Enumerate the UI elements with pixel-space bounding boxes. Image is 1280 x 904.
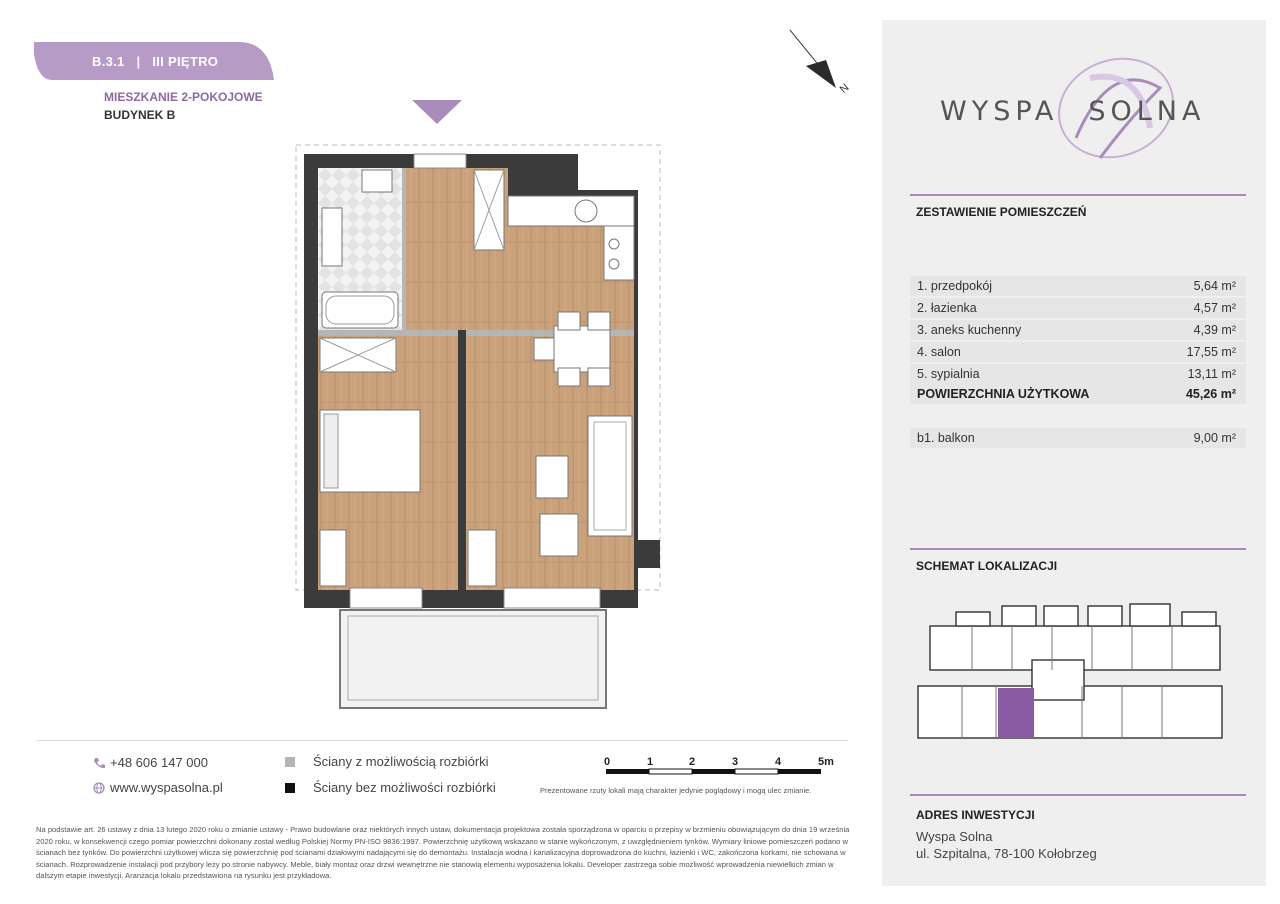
- balcony-area: 9,00 m²: [1193, 431, 1236, 445]
- address-line-2: ul. Szpitalna, 78-100 Kołobrzeg: [916, 846, 1097, 861]
- unit-code: B.3.1: [92, 54, 125, 69]
- total-area-value: 45,26 m²: [1185, 387, 1236, 401]
- phone-link[interactable]: +48 606 147 000: [110, 755, 208, 770]
- room-area: 4,57 m²: [1193, 301, 1236, 315]
- room-row: [910, 364, 1246, 384]
- legend-swatch-removable: [285, 757, 295, 767]
- room-name: 4. salon: [917, 345, 961, 359]
- location-scheme: [912, 600, 1230, 760]
- floor-label: III PIĘTRO: [152, 54, 219, 69]
- legal-notice: Na podstawie art. 26 ustawy z dnia 13 lutego 2020 roku o zmianie ustawy - Prawo budowlane oraz niektórych innych ustaw, dokumentacja projektowa została sporządzona w oparciu o przepisy w brzmieniu obowiązującym do dnia 19 września 2020 roku, w konsekwencji czego pomiar powierzchni dokonany został według Polskiej Normy PN-ISO 9836:1997. Powierzchnię użytkową wskazano w stanie wykończonym, z uwzględnieniem tynków. Wymiary liniowe pomieszczeń podano w ścianach bez tynków. Do powierzchni użytkowej wlicza się powierzchnię pod ścianami działowymi nadającymi się do demontażu. Instalacja wodna i kanalizacyjna doprowadzona do kuchni, łazienki i WC, zakończona korkami, nie schowana w ścianach. Rozprowadzenie instalacji pod przybory leży po stronie nabywcy. Meble, biały montaż oraz drzwi wewnętrzne nie stanowią elementu wyposażenia lokalu. Developer zastrzega sobie możliwość wprowadzenia niewielkich zmian w dalszym etapie inwestycji. Aranżacja lokalu przedstawiona na rysunku jest przykładowa.: [36, 825, 850, 880]
- brand-logo: [940, 96, 1205, 127]
- scale-label: 3: [732, 756, 739, 768]
- entrance-arrow-icon: [412, 100, 462, 126]
- compass-icon: [786, 26, 856, 96]
- room-name: 3. aneks kuchenny: [917, 323, 1022, 337]
- room-name: 5. sypialnia: [917, 367, 980, 381]
- room-row: [910, 342, 1246, 362]
- unit-heading: [92, 54, 218, 69]
- scale-label: 2: [689, 756, 696, 768]
- balcony-name: b1. balkon: [917, 431, 975, 445]
- room-name: 2. łazienka: [917, 301, 977, 315]
- globe-icon: [93, 782, 105, 794]
- room-row: [910, 276, 1246, 296]
- scale-label: 1: [647, 756, 654, 768]
- legend-swatch-fixed: [285, 783, 295, 793]
- scale-label: 0: [604, 756, 611, 768]
- logo-text-left: WYSPA: [940, 96, 1059, 127]
- room-row: [910, 298, 1246, 318]
- website-link[interactable]: www.wyspasolna.pl: [110, 780, 223, 795]
- location-section-title: SCHEMAT LOKALIZACJI: [916, 559, 1058, 573]
- address-section-title: ADRES INWESTYCJI: [916, 808, 1035, 822]
- building-label: BUDYNEK B: [104, 108, 176, 122]
- divider: [910, 794, 1246, 796]
- room-name: 1. przedpokój: [917, 279, 993, 293]
- legend-label-fixed: Ściany bez możliwości rozbiórki: [313, 780, 496, 795]
- room-area: 4,39 m²: [1193, 323, 1236, 337]
- legend-label-removable: Ściany z możliwością rozbiórki: [313, 754, 489, 769]
- phone-icon: [93, 757, 105, 769]
- total-area-row: [910, 384, 1246, 404]
- compass-north-label: N: [837, 81, 852, 96]
- rooms-section-title: ZESTAWIENIE POMIESZCZEŃ: [916, 205, 1087, 219]
- scale-label: 5m: [818, 756, 834, 768]
- address-line-1: Wyspa Solna: [916, 829, 993, 844]
- heading-separator: |: [136, 54, 141, 69]
- room-row: [910, 320, 1246, 340]
- footer-divider: [36, 740, 848, 741]
- floor-plan: [290, 140, 670, 715]
- disclaimer-text: Prezentowane rzuty lokali mają charakter jedynie poglądowy i mogą ulec zmianie.: [540, 786, 812, 795]
- divider: [910, 548, 1246, 550]
- unit-type: MIESZKANIE 2-POKOJOWE: [104, 90, 263, 104]
- scale-bar: [604, 768, 828, 776]
- divider: [910, 194, 1246, 196]
- room-area: 13,11 m²: [1187, 367, 1236, 381]
- room-area: 5,64 m²: [1193, 279, 1236, 293]
- scale-label: 4: [775, 756, 782, 768]
- logo-text-right: SOLNA: [1088, 96, 1206, 127]
- total-area-label: POWIERZCHNIA UŻYTKOWA: [917, 387, 1090, 401]
- balcony-row: [910, 428, 1246, 448]
- room-area: 17,55 m²: [1186, 345, 1236, 359]
